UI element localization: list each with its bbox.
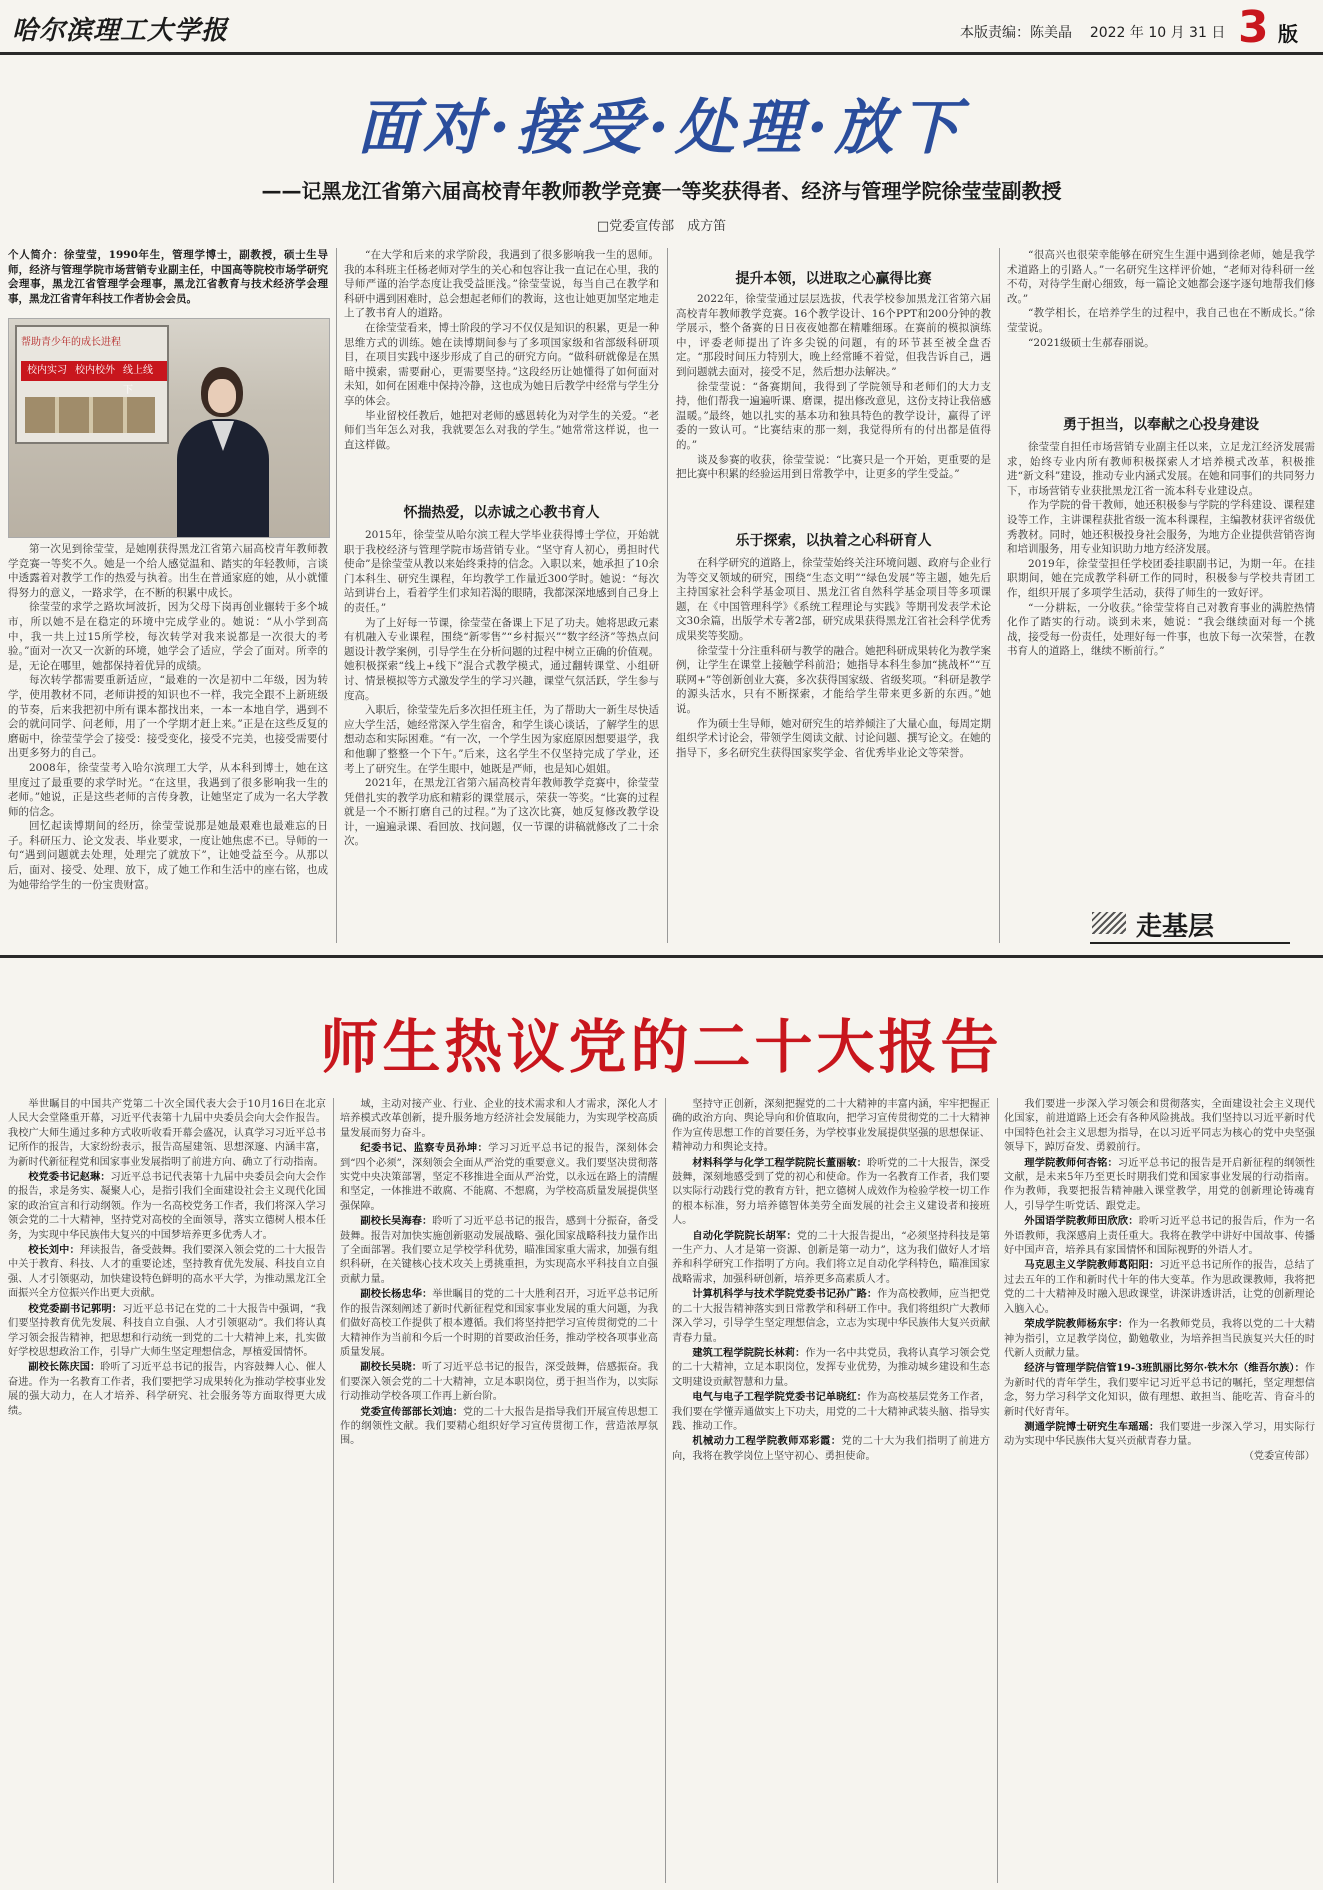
paragraph: （党委宣传部） [1243, 1450, 1315, 1462]
issue-date: 2022 年 10 月 31 日 [1089, 25, 1226, 41]
paragraph: 2019年，徐莹莹担任学校团委挂职副书记，为期一年。在挂职期间，她在完成教学科研工作的同时，积极参与学校共青团工作，组织开展了多项学生活动，获得了师生的一致好评。 [1007, 557, 1315, 599]
feature-col5-section [1007, 440, 1315, 896]
section-heading: 提升本领，以进取之心赢得比赛 [735, 271, 932, 287]
paragraph: “在大学和后来的求学阶段，我遇到了很多影响我一生的恩师。我的本科班主任杨老师对学生的关心和包容让我一直记在心里，我的导师严谨的治学态度让我受益匪浅。”徐莹莹说，每当自己在教学和科研中遇到困难时，总会想起老师们的教诲，这也让她更加坚定地走上了教书育人的道路。 [344, 249, 659, 320]
report-col4 [1004, 1098, 1315, 1883]
paragraph: 自动化学院院长胡军：党的二十大报告提出，“必须坚持科技是第一生产力、人才是第一资源、创新是第一动力”，这为我们做好人才培养和科学研究工作指明了方向。我们将立足自动化学科特色，瞄准国家战略需求，加强科研创新，培养更多高素质人才。 [672, 1229, 990, 1285]
paragraph: 党委宣传部部长刘迪：党的二十大报告是指导我们开展宣传思想工作的纲领性文献。我们要精心组织好学习宣传贯彻工作，营造浓厚氛围。 [340, 1405, 658, 1447]
screen-title: 帮助青少年的成长进程 [21, 337, 121, 348]
paragraph: “很高兴也很荣幸能够在研究生生涯中遇到徐老师，她是我学术道路上的引路人。”一名研究生这样评价她，“老师对待科研一丝不苟，对待学生耐心细致，每一篇论文她都会逐字逐句地帮我们修改。” [1007, 249, 1315, 305]
screen-button-2: 校内校外 [69, 361, 121, 381]
paragraph: 徐莹莹自担任市场营销专业副主任以来，立足龙江经济发展需求，始终专业内所有教师积极探索人才培养模式改革，积极推进“新文科”建设，推动专业内涵式发展。在她和同事们的共同努力下，市场营销专业获批黑龙江省一流本科专业建设点。 [1007, 441, 1315, 497]
paragraph: 副校长吴海春：聆听了习近平总书记的报告，感到十分振奋，备受鼓舞。报告对加快实施创新驱动发展战略、强化国家战略科技力量作出了全面部署。我们要立足学校学科优势，瞄准国家重大需求，加强有组织科研，在关键核心技术攻关上勇挑重担，为实现高水平科技自立自强贡献力量。 [340, 1215, 658, 1285]
paragraph: 毕业留校任教后，她把对老师的感恩转化为对学生的关爱。“老师们当年怎么对我，我就要怎么对我的学生。”她常常这样说，也一直这样做。 [344, 409, 659, 451]
report-col2 [340, 1098, 658, 1883]
paragraph: 在徐莹莹看来，博士阶段的学习不仅仅是知识的积累，更是一种思维方式的训练。她在读博期间参与了多项国家级和省部级科研项目，在项目实践中逐步形成了自己的研究方向。“做科研就像是在黑暗中摸索，需要耐心，更需要坚持。”这段经历让她懂得了如何面对未知，如何在困难中保持冷静，这也成为她日后教学中经常与学生分享的体会。 [344, 321, 659, 407]
presentation-screen [15, 325, 169, 444]
paragraph: 校党委副书记郭明：习近平总书记在党的二十大报告中强调，“我们要坚持教育优先发展、科技自立自强、人才引领驱动”。我们将认真学习领会报告精神，把思想和行动统一到党的二十大精神上来，扎实做好学校思想政治工作，引导广大师生坚定理想信念，厚植爱国情怀。 [8, 1302, 326, 1358]
paragraph: 举世瞩目的中国共产党第二十次全国代表大会于10月16日在北京人民大会堂隆重开幕，习近平代表第十九届中央委员会向大会作报告。我校广大师生通过多种方式收听收看开幕会盛况，认真学习习近平总书记所作的报告，大家纷纷表示，报告高屋建瓴、思想深邃、内涵丰富，为新时代新征程党和国家事业发展指明了前进方向、确立了行动指南。 [8, 1099, 326, 1168]
feature-subheadline: ——记黑龙江省第六届高校青年教师教学竞赛一等奖获得者、经济与管理学院徐莹莹副教授 [261, 179, 1062, 203]
paragraph: 每次转学都需要重新适应，“最难的一次是初中二年级，因为转学，使用教材不同，老师讲授的知识也不一样，我完全跟不上新班级的节奏，后来我把初中所有课本都找出来，一本一本地自学，遇到不会的就问同学、问老师，用了一个学期才赶上来。”正是在这些反复的磨砺中，徐莹莹学会了接受：接受变化，接受不完美，也接受需要付出更多努力的自己。 [8, 674, 328, 760]
feature-col2-section [344, 528, 659, 943]
section-heading: 怀揣热爱，以赤诚之心教书育人 [403, 505, 600, 521]
screen-button-1: 校内实习 [21, 361, 73, 381]
paragraph: 为了上好每一节课，徐莹莹在备课上下足了功夫。她将思政元素有机融入专业课程，围绕“新零售”“乡村振兴”“数字经济”等热点问题设计教学案例，引导学生在分析问题的过程中树立正确的价值观。她积极探索“线上+线下”混合式教学模式，通过翻转课堂、小组研讨、情景模拟等方式激发学生的学习兴趣，课堂气氛活跃，学生参与度高。 [344, 616, 659, 702]
column-rule [667, 248, 668, 943]
feature-col2 [344, 248, 659, 498]
paragraph: 理学院教师何杏铭：习近平总书记的报告是开启新征程的纲领性文献，是未来5年乃至更长时期我们党和国家事业发展的行动指南。作为教师，我要把报告精神融入课堂教学，用党的创新理论铸魂育人，引导学生听党话、跟党走。 [1004, 1156, 1315, 1212]
paragraph: 徐莹莹的求学之路坎坷波折，因为父母下岗再创业辗转于多个城市，所以她不是在稳定的环境中完成学业的。她说：“从小学到高中，我一共上过15所学校，每次转学对我来说都是一次很大的考验。”面对一次又一次新的环境，她学会了适应，学会了面对。所幸的是，无论在哪里，她都保持着优异的成绩。 [8, 601, 328, 672]
feature-headline: 面对·接受·处理·放下 [357, 93, 966, 163]
intro-text: 个人简介：徐莹莹，1990年生，管理学博士，副教授，硕士生导师，经济与管理学院市场营销专业副主任，中国高等院校市场学研究会理事，黑龙江省管理学会理事，黑龙江省教育与技术经济学会理事，黑龙江省青年科技工作者协会会员。 [8, 249, 328, 305]
person-face [208, 379, 236, 413]
feature-col3 [676, 292, 991, 520]
paragraph: 2008年，徐莹莹考入哈尔滨理工大学，从本科到博士，她在这里度过了最重要的求学时光。“在这里，我遇到了很多影响我一生的老师。”她说，正是这些老师的言传身教，让她坚定了成为一名大学教师的信念。 [8, 761, 328, 818]
paragraph: 马克思主义学院教师葛阳阳：习近平总书记所作的报告，总结了过去五年的工作和新时代十年的伟大变革。作为思政课教师，我将把党的二十大精神及时融入思政课堂，讲深讲透讲活，让党的创新理论入脑入心。 [1004, 1259, 1315, 1315]
section-heading: 勇于担当，以奉献之心投身建设 [1063, 417, 1259, 433]
feature-col3-section [676, 556, 991, 943]
column-rule [665, 1098, 666, 1883]
paragraph: 计算机科学与技术学院党委书记孙广路：作为高校教师，应当把党的二十大报告精神落实到日常教学和科研工作中。我们将组织广大教师深入学习，引导学生坚定理想信念，立志为实现中华民族伟大复兴贡献青春力量。 [672, 1288, 990, 1344]
paragraph: 谈及参赛的收获，徐莹莹说：“比赛只是一个开始，更重要的是把比赛中积累的经验运用到日常教学中，让更多的学生受益。” [676, 453, 991, 481]
paragraph: 2021年，在黑龙江省第六届高校青年教师教学竞赛中，徐莹莹凭借扎实的教学功底和精彩的课堂展示，荣获一等奖。“比赛的过程就是一个不断打磨自己的过程。”为了这次比赛，她反复修改教学设计，一遍遍录课、看回放、找问题，仅一节课的讲稿就修改了二十余次。 [344, 777, 659, 848]
paragraph: 建筑工程学院院长林莉：作为一名中共党员，我将认真学习领会党的二十大精神，立足本职岗位，发挥专业优势，为推动城乡建设和生态文明建设贡献智慧和力量。 [672, 1346, 990, 1388]
paragraph: 域，主动对接产业、行业、企业的技术需求和人才需求，深化人才培养模式改革创新，提升服务地方经济社会发展能力，为实现学校高质量发展而努力奋斗。 [340, 1099, 658, 1139]
section-divider [0, 955, 1323, 958]
paragraph: 外国语学院教师田欣欣：聆听习近平总书记的报告后，作为一名外语教师，我深感肩上责任重大。我将在教学中讲好中国故事、传播好中国声音，培养具有家国情怀和国际视野的外语人才。 [1004, 1215, 1315, 1257]
paragraph: 坚持守正创新，深刻把握党的二十大精神的丰富内涵，牢牢把握正确的政治方向、舆论导向和价值取向，把学习宣传贯彻党的二十大精神作为宣传思想工作的首要任务，为学校事业发展提供坚强的思想保证、精神动力和舆论支持。 [672, 1099, 990, 1154]
paragraph: 经济与管理学院信管19-3班凯丽比努尔·铁木尔（维吾尔族）：作为新时代的青年学生，我们要牢记习近平总书记的嘱托，坚定理想信念，努力学习科学文化知识，做有理想、敢担当、能吃苦、肯奋斗的新时代好青年。 [1004, 1362, 1315, 1418]
paragraph: “教学相长，在培养学生的过程中，我自己也在不断成长。”徐莹莹说。 [1007, 307, 1315, 334]
paragraph: 在科学研究的道路上，徐莹莹始终关注环境问题、政府与企业行为等交叉领域的研究，围绕“生态文明”“绿色发展”等主题，她先后主持国家社会科学基金项目、黑龙江省自然科学基金项目等多项课题，在《中国管理科学》《系统工程理论与实践》等期刊发表学术论文30余篇，出版学术专著2部，研究成果获得黑龙江省社会科学优秀成果奖等奖励。 [676, 557, 991, 642]
paragraph: 作为学院的骨干教师，她还积极参与学院的学科建设、课程建设等工作，主讲课程获批省级一流本科课程，主编教材获评省级优秀教材。同时，她还积极投身社会服务，为地方企业提供营销咨询和培训服务，用专业知识助力地方经济发展。 [1007, 499, 1315, 556]
paragraph: “2021级硕士生郝春丽说。 [1028, 336, 1155, 349]
paragraph: 电气与电子工程学院党委书记单晓红：作为高校基层党务工作者，我们要在学懂弄通做实上下功夫，用党的二十大精神武装头脑、指导实践、推动工作。 [672, 1391, 990, 1432]
paragraph: 徐莹莹说：“备赛期间，我得到了学院领导和老师们的大力支持，他们帮我一遍遍听课、磨课，提出修改意见，这份支持让我倍感温暖。”最终，她以扎实的基本功和独具特色的教学设计，赢得了评委的一致认可。“比赛结束的那一刻，我觉得所有的付出都是值得的。” [676, 380, 991, 451]
banner-mark-icon [1092, 912, 1126, 934]
screen-button-3: 线上线下 [117, 361, 167, 381]
section-heading: 乐于探索，以执着之心科研育人 [735, 533, 932, 549]
paragraph: 徐莹莹十分注重科研与教学的融合。她把科研成果转化为教学案例，让学生在课堂上接触学科前沿；她指导本科生参加“挑战杯”“互联网+”等创新创业大赛，多次获得国家级、省级奖项。“科研是教学的源头活水，只有不断探索，才能给学生带来更多新的东西。”她说。 [676, 644, 991, 715]
paragraph: “一分耕耘，一分收获。”徐莹莹将自己对教育事业的满腔热情化作了踏实的行动。谈到未来，她说：“我会继续面对每一个挑战，接受每一份责任，处理好每一件事，也放下每一次荣誉，在教书育人的道路上，继续不断前行。” [1007, 601, 1315, 658]
feature-col1 [8, 542, 328, 942]
paragraph: 我们要进一步深入学习领会和贯彻落实，全面建设社会主义现代化国家，前进道路上还会有各种风险挑战。我们坚持以习近平新时代中国特色社会主义思想为指导，在以习近平同志为核心的党中央坚强领导下，踔厉奋发、勇毅前行。 [1004, 1099, 1315, 1154]
section-banner-label: 走基层 [1136, 912, 1215, 942]
editor-credit: 本版责编：陈美晶 [960, 25, 1072, 41]
author-intro [8, 248, 328, 310]
paragraph: 材料科学与化学工程学院院长董丽敏：聆听党的二十大报告，深受鼓舞，深刻地感受到了党的初心和使命。作为一名教育工作者，我们要以实际行动践行党的教育方针，把立德树人成效作为检验学校一切工作的根本标准，努力培养德智体美劳全面发展的社会主义建设者和接班人。 [672, 1156, 990, 1227]
paragraph: 回忆起读博期间的经历，徐莹莹说那是她最艰难也最难忘的日子。科研压力、论文发表、毕业要求，一度让她焦虑不已。导师的一句“遇到问题就去处理，处理完了就放下”，让她受益至今。从那以后，面对、接受、处理、放下，成了她工作和生活中的座右铭，也成为她带给学生的一份宝贵财富。 [8, 820, 328, 891]
paragraph: 副校长杨忠华：举世瞩目的党的二十大胜利召开，习近平总书记所作的报告深刻阐述了新时代新征程党和国家事业发展的重大问题，为我们做好高校工作提供了根本遵循。我们将坚持把学习宣传贯彻党的二十大精神作为当前和今后一个时期的首要政治任务，推动学校各项事业高质量发展。 [340, 1288, 658, 1358]
report-col1 [8, 1098, 326, 1883]
paragraph: 副校长陈庆国：聆听了习近平总书记的报告，内容鼓舞人心、催人奋进。作为一名教育工作者，我们要把学习成果转化为推动学校事业发展的强大动力，在人才培养、科学研究、社会服务等方面取得更大成绩。 [8, 1361, 326, 1417]
paragraph: 入职后，徐莹莹先后多次担任班主任，为了帮助大一新生尽快适应大学生活，她经常深入学生宿舍，和学生谈心谈话，了解学生的思想动态和实际困难。“有一次，一个学生因为家庭原因想要退学，我和他聊了整整一个下午。”后来，这名学生不仅坚持完成了学业，还考上了研究生。在学生眼中，她既是严师，也是知心姐姐。 [344, 704, 659, 775]
paragraph: 纪委书记、监察专员孙坤：学习习近平总书记的报告，深刻体会到“四个必须”，深刻领会全面从严治党的重要意义。我们要坚决贯彻落实党中央决策部署，坚定不移推进全面从严治党，以永远在路上的清醒和坚定，一体推进不敢腐、不能腐、不想腐，为学校高质量发展提供坚强保障。 [340, 1142, 658, 1212]
paper-name: 哈尔滨理工大学报 [12, 16, 229, 46]
editor-date-line [960, 22, 1225, 42]
paragraph: 作为硕士生导师，她对研究生的培养倾注了大量心血，每周定期组织学术讨论会，带领学生阅读文献、讨论问题、撰写论文。在她的指导下，多名研究生获得国家奖学金、省优秀毕业论文等荣誉。 [676, 717, 991, 759]
column-rule [336, 248, 337, 943]
paragraph: 测通学院博士研究生车瑶瑶：我们要进一步深入学习，用实际行动为实现中华民族伟大复兴贡献青春力量。 [1004, 1420, 1315, 1448]
paragraph: 校党委书记赵琳：习近平总书记代表第十九届中央委员会向大会作的报告，求是务实、凝聚人心，是指引我们全面建设社会主义现代化国家的政治宣言和行动纲领。作为一名高校党务工作者，我们将深入学习领会党的二十大精神，坚持党对高校的全面领导，落实立德树人根本任务，为实现中华民族伟大复兴的中国梦培养更多优秀人才。 [8, 1171, 326, 1241]
paragraph: 副校长吴晓：听了习近平总书记的报告，深受鼓舞，倍感振奋。我们要深入领会党的二十大精神，立足本职岗位，勇于担当作为，以实际行动推动学校各项工作再上新台阶。 [340, 1361, 658, 1403]
feature-byline: □党委宣传部 成方笛 [596, 219, 727, 234]
column-rule [333, 1098, 334, 1883]
screen-thumbnails [25, 397, 155, 433]
report-col3 [672, 1098, 990, 1883]
paragraph: 荣成学院教师杨东宇：作为一名教师党员，我将以党的二十大精神为指引，立足教学岗位，勤勉敬业，为培养担当民族复兴大任的时代新人贡献力量。 [1004, 1318, 1315, 1359]
column-rule [997, 1098, 998, 1883]
report-headline: 师生热议党的二十大报告 [320, 1013, 1003, 1081]
feature-col5 [1007, 248, 1315, 408]
edition-number: 3 [1238, 2, 1269, 53]
paragraph: 机械动力工程学院教师邓彩霞：党的二十大为我们指明了前进方向，我将在教学岗位上坚守初心、勇担使命。 [672, 1435, 990, 1462]
paragraph: 校长刘中：拜读报告，备受鼓舞。我们要深入领会党的二十大报告中关于教育、科技、人才的重要论述，坚持教育优先发展、科技自立自强、人才引领驱动，加快建设特色鲜明的高水平大学，为推动黑龙江全面振兴全方位振兴作出更大贡献。 [8, 1244, 326, 1300]
column-rule [999, 248, 1000, 943]
edition-suffix: 版 [1278, 22, 1298, 46]
paragraph: 2022年，徐莹莹通过层层选拔，代表学校参加黑龙江省第六届高校青年教师教学竞赛。16个教学设计、16个PPT和200分钟的教学展示，整个备赛的日日夜夜她都在精雕细琢。在赛前的模拟演练中，评委老师提出了许多尖锐的问题，有的环节甚至被全盘否定。“那段时间压力特别大，晚上经常睡不着觉，但我告诉自己，遇到问题就去面对，接受不足，然后想办法解决。” [676, 293, 991, 378]
paragraph: 第一次见到徐莹莹，是她刚获得黑龙江省第六届高校青年教师教学竞赛一等奖不久。她是一个给人感觉温和、踏实的年轻教师，言谈中透露着对教学工作的热爱与执着。出生在普通家庭的她，从小就懂得努力的意义，一路求学，在不断的积累中成长。 [8, 543, 328, 599]
teacher-photo [8, 318, 330, 538]
paragraph: 2015年，徐莹莹从哈尔滨工程大学毕业获得博士学位，开始就职于我校经济与管理学院市场营销专业。“坚守育人初心，勇担时代使命”是徐莹莹从教以来始终秉持的信念。入职以来，她承担了10余门本科生、研究生课程，年均教学工作量近300学时。她说：“每次站到讲台上，看着学生们求知若渴的眼睛，我都深深地感到自己身上的责任。” [344, 529, 659, 614]
